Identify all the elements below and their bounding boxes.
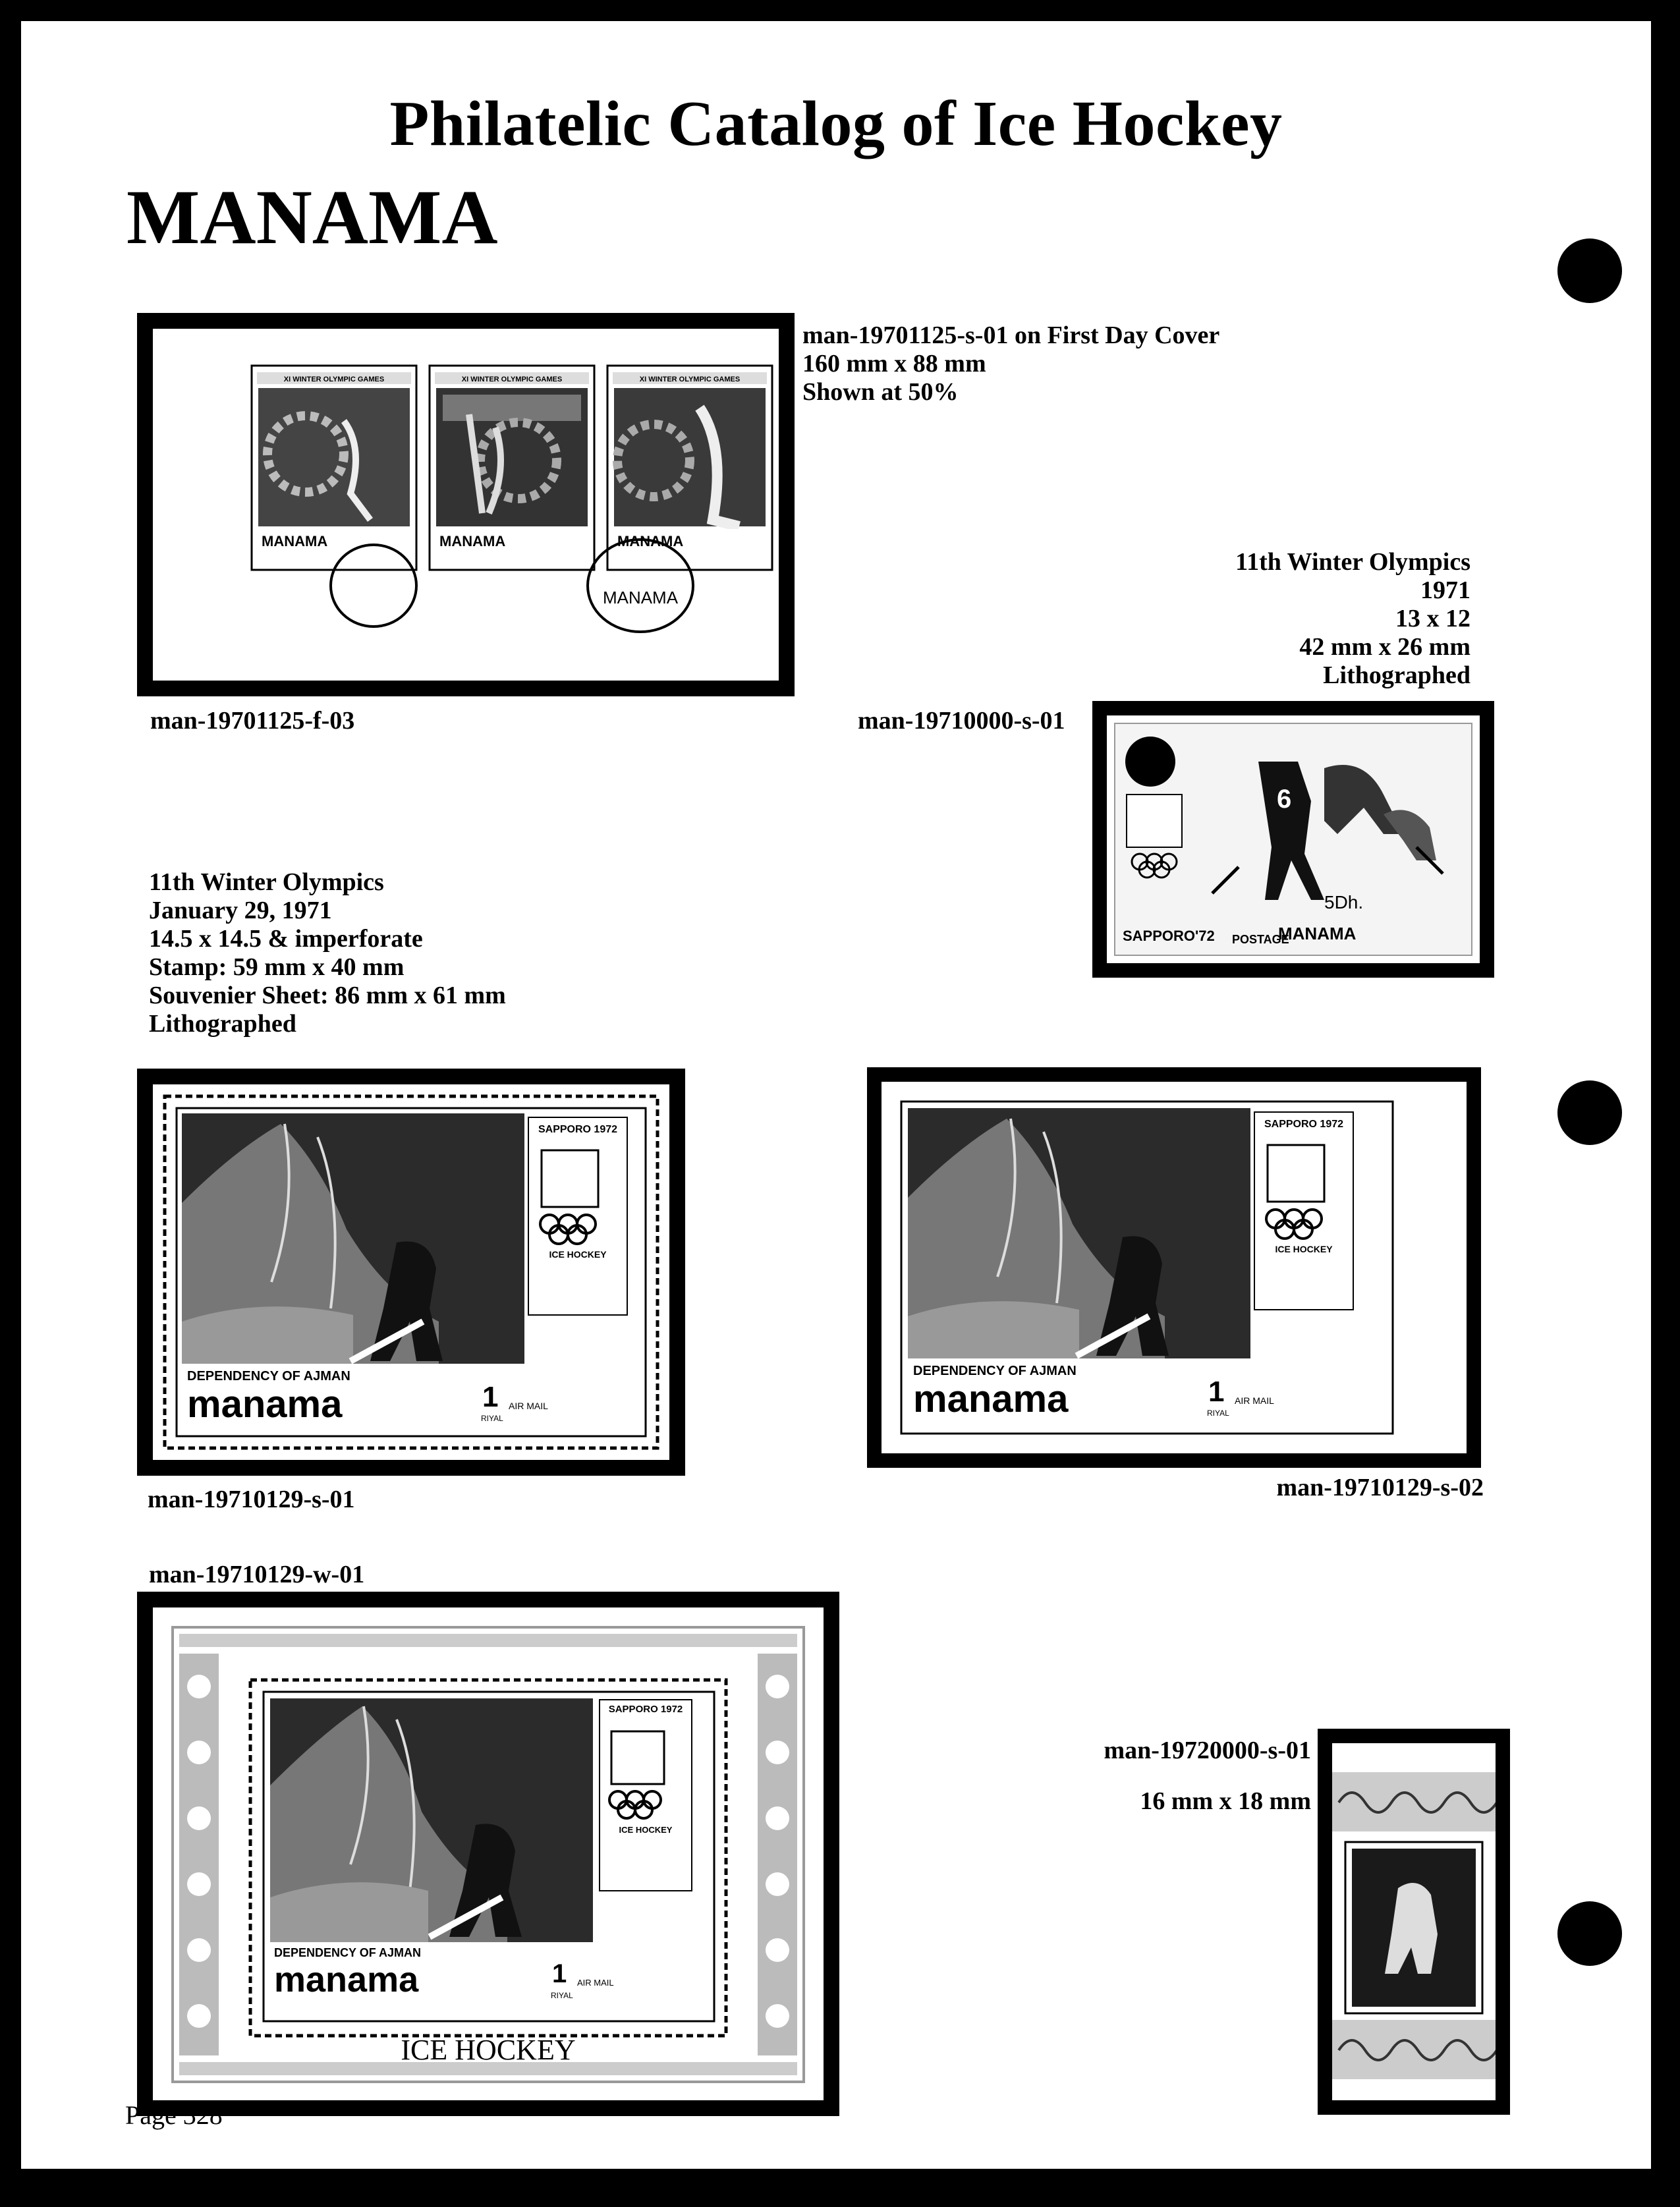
souvenir-sheet-frame bbox=[137, 1592, 839, 2116]
perf-stamp-value: 1 bbox=[482, 1381, 499, 1413]
imperf-stamp bbox=[882, 1082, 1467, 1453]
fdc-scale: Shown at 50% bbox=[802, 378, 959, 406]
sheet-stamp-airmail: AIR MAIL bbox=[577, 1978, 614, 1988]
fdc-stamp-name-3: MANAMA bbox=[617, 533, 684, 549]
catalog-page bbox=[21, 21, 1651, 2169]
stamp-1971-print: Lithographed bbox=[1323, 661, 1470, 689]
first-day-cover-frame bbox=[137, 313, 795, 696]
fdc-id: man-19701125-s-01 on First Day Cover bbox=[802, 321, 1220, 349]
souvenir-sheet-id: man-19710129-w-01 bbox=[149, 1561, 365, 1588]
sheet-stamp-event: ICE HOCKEY bbox=[619, 1825, 673, 1835]
binder-hole-top bbox=[1557, 238, 1622, 303]
svg-text:6: 6 bbox=[1277, 785, 1292, 814]
sheet-stamp-sapporo: SAPPORO 1972 bbox=[608, 1704, 683, 1715]
stamp-1972-info bbox=[943, 1737, 1311, 1816]
imperf-stamp-name: manama bbox=[913, 1378, 1069, 1420]
imperf-stamp-sapporo: SAPPORO 1972 bbox=[1264, 1119, 1344, 1130]
perf-stamp-sapporo: SAPPORO 1972 bbox=[538, 1124, 618, 1135]
binder-hole-middle bbox=[1557, 1080, 1622, 1145]
perf-stamp bbox=[153, 1084, 669, 1460]
fdc-stamp-banner-1: XI WINTER OLYMPIC GAMES bbox=[283, 376, 385, 383]
issue-date: January 29, 1971 bbox=[149, 897, 332, 924]
perf-stamp-name: manama bbox=[187, 1383, 343, 1426]
stamp-1971-event: 11th Winter Olympics bbox=[1235, 548, 1470, 576]
stamp-1972 bbox=[1332, 1743, 1496, 2100]
fdc-dims: 160 mm x 88 mm bbox=[802, 350, 986, 377]
stamp-1972-frame bbox=[1318, 1729, 1510, 2115]
fdc-stamp-banner-3: XI WINTER OLYMPIC GAMES bbox=[639, 376, 741, 383]
stamp-1971-info bbox=[1075, 548, 1470, 690]
page-title: Philatelic Catalog of Ice Hockey bbox=[389, 88, 1283, 159]
issue-event: 11th Winter Olympics bbox=[149, 868, 384, 896]
page-number: Page 328 bbox=[125, 2100, 223, 2130]
binder-hole-bottom bbox=[1557, 1901, 1622, 1966]
sheet-stamp-dependency: DEPENDENCY OF AJMAN bbox=[274, 1946, 422, 1959]
perf-stamp-frame bbox=[137, 1069, 685, 1476]
perf-stamp-event: ICE HOCKEY bbox=[549, 1249, 607, 1260]
first-day-cover bbox=[153, 329, 779, 681]
sheet-stamp-value: 1 bbox=[552, 1959, 567, 1988]
stamp-1972-id: man-19720000-s-01 bbox=[1104, 1737, 1311, 1764]
stamp-1971-perf: 13 x 12 bbox=[1395, 605, 1470, 632]
issue-stamp-size: Stamp: 59 mm x 40 mm bbox=[149, 953, 405, 981]
imperf-stamp-dependency: DEPENDENCY OF AJMAN bbox=[913, 1364, 1077, 1378]
imperf-stamp-frame bbox=[867, 1067, 1481, 1468]
fdc-postmark: MANAMA bbox=[602, 588, 679, 607]
stamp-1971-year: 1971 bbox=[1420, 576, 1470, 604]
stamp-1971-sapporo: SAPPORO'72 bbox=[1123, 928, 1215, 944]
country-heading: MANAMA bbox=[126, 174, 498, 260]
perf-stamp-riyal: RIYAL bbox=[481, 1414, 503, 1423]
souvenir-sheet bbox=[153, 1607, 824, 2100]
sheet-caption: ICE HOCKEY bbox=[401, 2034, 576, 2066]
imperf-stamp-airmail: AIR MAIL bbox=[1235, 1395, 1274, 1406]
fdc-stamp-banner-2: XI WINTER OLYMPIC GAMES bbox=[461, 376, 563, 383]
stamp-1971 bbox=[1107, 715, 1480, 963]
imperf-stamp-id: man-19710129-s-02 bbox=[1276, 1474, 1484, 1501]
fdc-cover-id: man-19701125-f-03 bbox=[150, 707, 355, 735]
stamp-1971-name: MANAMA bbox=[1278, 924, 1357, 943]
issue-perf: 14.5 x 14.5 & imperforate bbox=[149, 925, 423, 953]
perf-stamp-airmail: AIR MAIL bbox=[509, 1401, 548, 1411]
issue-print: Lithographed bbox=[149, 1010, 296, 1038]
fdc-stamp-name-1: MANAMA bbox=[262, 533, 328, 549]
sheet-stamp-name: manama bbox=[274, 1960, 419, 1999]
imperf-stamp-event: ICE HOCKEY bbox=[1275, 1244, 1333, 1254]
issue-sheet-size: Souvenier Sheet: 86 mm x 61 mm bbox=[149, 982, 506, 1009]
sheet-stamp-riyal: RIYAL bbox=[551, 1991, 573, 2000]
perf-stamp-dependency: DEPENDENCY OF AJMAN bbox=[187, 1369, 350, 1383]
imperf-stamp-value: 1 bbox=[1208, 1376, 1225, 1408]
fdc-info bbox=[802, 321, 1219, 406]
stamp-1971-id: man-19710000-s-01 bbox=[858, 707, 1065, 735]
issue-19710129-info bbox=[149, 868, 506, 1038]
stamp-1971-postage: POSTAGE bbox=[1232, 933, 1289, 946]
perf-stamp-id: man-19710129-s-01 bbox=[148, 1486, 355, 1513]
stamp-1971-frame bbox=[1092, 701, 1494, 978]
stamp-1971-value: 5Dh. bbox=[1324, 892, 1364, 912]
stamp-1971-size: 42 mm x 26 mm bbox=[1299, 633, 1470, 661]
stamp-1972-dims: 16 mm x 18 mm bbox=[1140, 1787, 1311, 1815]
fdc-stamp-name-2: MANAMA bbox=[439, 533, 506, 549]
imperf-stamp-riyal: RIYAL bbox=[1207, 1409, 1229, 1418]
